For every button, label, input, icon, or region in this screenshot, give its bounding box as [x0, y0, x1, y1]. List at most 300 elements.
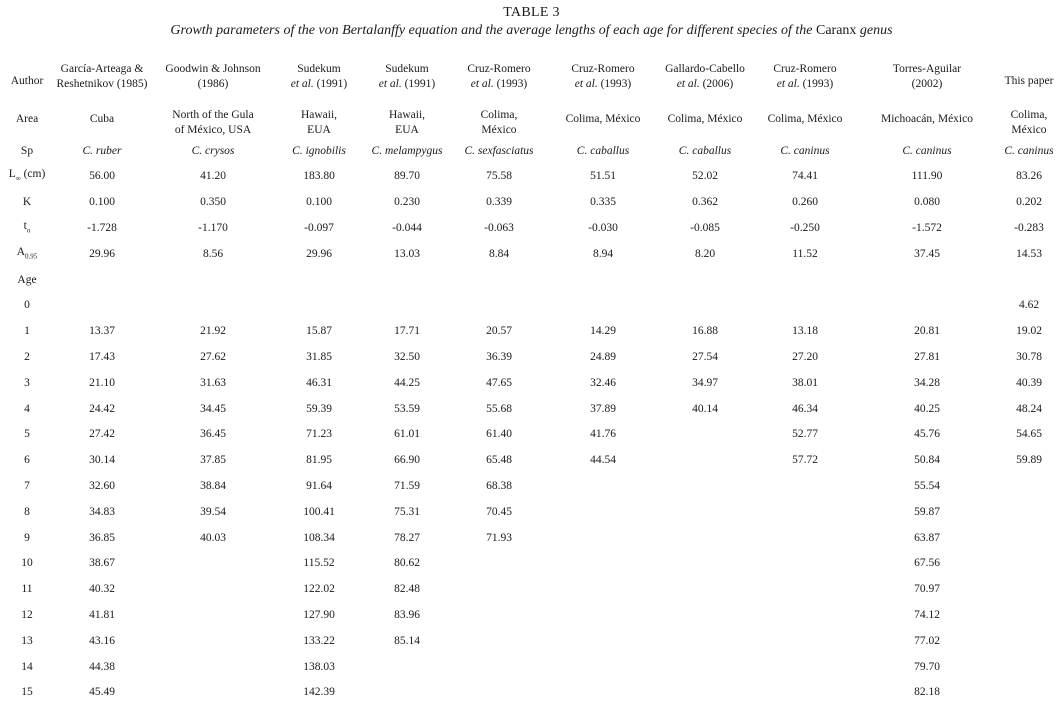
area-line1: Hawaii, — [388, 109, 426, 121]
author-year: (1991) — [401, 78, 436, 90]
length-cell — [272, 474, 366, 500]
length-cell — [448, 551, 550, 577]
age-row — [4, 293, 1060, 319]
length-value: 40.14 — [692, 402, 718, 415]
length-cell — [448, 628, 550, 654]
empty-cell — [448, 267, 550, 293]
length-value: 59.89 — [1016, 454, 1042, 467]
length-cell — [656, 422, 754, 448]
author-cell — [448, 62, 550, 100]
length-cell — [154, 448, 272, 474]
length-cell — [754, 319, 856, 345]
caption-genus: Caranx — [815, 23, 857, 38]
length-cell — [154, 319, 272, 345]
age-row — [4, 525, 1060, 551]
length-value: 4.62 — [1018, 299, 1040, 312]
author-cell — [366, 62, 448, 100]
linf-value: 41.20 — [200, 170, 226, 183]
age-row — [4, 345, 1060, 371]
length-value: 70.97 — [914, 583, 940, 596]
species-cell — [50, 138, 154, 164]
length-cell — [366, 680, 448, 706]
length-cell — [272, 370, 366, 396]
length-value: 19.02 — [1016, 325, 1042, 338]
length-value: 75.31 — [394, 505, 420, 518]
length-cell — [154, 499, 272, 525]
a095-cell — [550, 241, 656, 267]
k-cell — [154, 190, 272, 216]
length-cell — [656, 628, 754, 654]
t0-value: -1.728 — [87, 221, 117, 234]
a095-value: 8.20 — [694, 247, 716, 260]
length-value: 31.63 — [200, 376, 226, 389]
author-line1: Cruz-Romero — [571, 63, 635, 75]
author-year: (1993) — [493, 78, 528, 90]
age-value: 6 — [24, 454, 30, 467]
t0-cell — [656, 216, 754, 242]
length-cell — [50, 499, 154, 525]
k-cell — [856, 190, 998, 216]
k-value: 0.100 — [89, 196, 115, 209]
length-value: 40.32 — [89, 583, 115, 596]
length-cell — [856, 654, 998, 680]
length-cell — [50, 551, 154, 577]
length-cell — [998, 474, 1060, 500]
length-cell — [998, 345, 1060, 371]
length-value: 16.88 — [692, 325, 718, 338]
empty-cell — [50, 267, 154, 293]
length-cell — [272, 422, 366, 448]
age-value: 13 — [21, 634, 33, 647]
length-value: 38.67 — [89, 557, 115, 570]
a-label-main: A — [16, 245, 26, 258]
linf-label-main: L — [8, 168, 16, 181]
k-cell — [550, 190, 656, 216]
author-etal: et al. — [776, 78, 800, 90]
length-value: 71.59 — [394, 479, 420, 492]
length-cell — [448, 448, 550, 474]
species-cell — [154, 138, 272, 164]
length-value: 45.76 — [914, 428, 940, 441]
length-cell — [366, 293, 448, 319]
linf-value: 56.00 — [89, 170, 115, 183]
a095-cell — [754, 241, 856, 267]
length-value: 108.34 — [303, 531, 335, 544]
age-row — [4, 319, 1060, 345]
empty-cell — [656, 267, 754, 293]
age-row — [4, 370, 1060, 396]
length-value: 38.84 — [200, 479, 226, 492]
area-line2: EUA — [307, 124, 331, 136]
length-value: 71.23 — [306, 428, 332, 441]
length-cell — [448, 293, 550, 319]
length-value: 55.54 — [914, 479, 940, 492]
length-value: 39.54 — [200, 505, 226, 518]
length-value: 40.03 — [200, 531, 226, 544]
a095-value: 8.56 — [202, 247, 224, 260]
t0-cell — [448, 216, 550, 242]
length-value: 68.38 — [486, 479, 512, 492]
age-number — [4, 474, 50, 500]
linf-cell — [50, 164, 154, 190]
species-name: C. sexfasciatus — [464, 144, 534, 157]
a095-value: 8.84 — [488, 247, 510, 260]
linf-value: 83.26 — [1016, 170, 1042, 183]
author-cell — [272, 62, 366, 100]
length-cell — [998, 499, 1060, 525]
length-cell — [754, 293, 856, 319]
author-line1: Cruz-Romero — [773, 63, 837, 75]
length-value: 50.84 — [914, 454, 940, 467]
row-label-text: Area — [15, 112, 39, 125]
infinity-subscript: ∞ — [15, 174, 21, 183]
length-cell — [50, 525, 154, 551]
author-year: (1991) — [313, 78, 348, 90]
a095-cell — [856, 241, 998, 267]
length-value: 30.78 — [1016, 350, 1042, 363]
length-cell — [754, 654, 856, 680]
length-value: 91.64 — [306, 479, 332, 492]
length-value: 138.03 — [303, 660, 335, 673]
length-cell — [550, 396, 656, 422]
author-year: (1993) — [799, 78, 834, 90]
length-value: 17.71 — [394, 325, 420, 338]
author-line2: Reshetnikov (1985) — [56, 78, 148, 90]
length-cell — [50, 370, 154, 396]
age-value: 14 — [21, 660, 33, 673]
k-cell — [366, 190, 448, 216]
length-cell — [856, 525, 998, 551]
length-cell — [272, 603, 366, 629]
species-name: C. caballus — [576, 144, 630, 157]
length-value: 59.87 — [914, 505, 940, 518]
a095-value: 37.45 — [914, 247, 940, 260]
t0-cell — [754, 216, 856, 242]
length-value: 122.02 — [303, 583, 335, 596]
species-row — [4, 138, 1060, 164]
a095-value: 14.53 — [1016, 247, 1042, 260]
k-value: 0.080 — [914, 196, 940, 209]
length-value: 37.85 — [200, 454, 226, 467]
t0-value: -0.044 — [392, 221, 422, 234]
length-value: 20.57 — [486, 325, 512, 338]
age-number — [4, 499, 50, 525]
area-line2: México — [481, 124, 517, 136]
area-cell — [754, 100, 856, 138]
length-cell — [154, 345, 272, 371]
age-number — [4, 345, 50, 371]
age-row — [4, 499, 1060, 525]
length-cell — [754, 551, 856, 577]
length-value: 54.65 — [1016, 428, 1042, 441]
k-label: K — [22, 196, 32, 209]
linf-cell — [154, 164, 272, 190]
length-value: 27.62 — [200, 350, 226, 363]
length-cell — [50, 319, 154, 345]
t0-value: -0.097 — [304, 221, 334, 234]
row-label-age — [4, 267, 50, 293]
length-value: 71.93 — [486, 531, 512, 544]
length-cell — [272, 396, 366, 422]
k-cell — [998, 190, 1060, 216]
author-line1: Sudekum — [297, 63, 341, 75]
length-cell — [448, 370, 550, 396]
age-value: 5 — [24, 428, 30, 441]
linf-label-unit: (cm) — [20, 168, 46, 181]
t0-value: -0.250 — [790, 221, 820, 234]
length-cell — [656, 577, 754, 603]
a095-cell — [656, 241, 754, 267]
length-value: 43.16 — [89, 634, 115, 647]
length-value: 44.38 — [89, 660, 115, 673]
age-number — [4, 628, 50, 654]
length-value: 24.89 — [590, 350, 616, 363]
a095-row — [4, 241, 1060, 267]
length-cell — [856, 474, 998, 500]
caption-end: genus — [856, 23, 893, 38]
length-cell — [366, 551, 448, 577]
age-row — [4, 474, 1060, 500]
linf-value: 74.41 — [792, 170, 818, 183]
length-cell — [656, 293, 754, 319]
a095-value: 13.03 — [394, 247, 420, 260]
area-cell — [856, 100, 998, 138]
length-cell — [366, 499, 448, 525]
area-line2: EUA — [395, 124, 419, 136]
length-cell — [754, 680, 856, 706]
length-value: 53.59 — [394, 402, 420, 415]
age-row — [4, 654, 1060, 680]
length-cell — [550, 499, 656, 525]
length-value: 32.60 — [89, 479, 115, 492]
t0-value: -1.572 — [912, 221, 942, 234]
length-value: 24.42 — [89, 402, 115, 415]
length-value: 36.39 — [486, 350, 512, 363]
length-value: 77.02 — [914, 634, 940, 647]
age-value: 0 — [24, 299, 30, 312]
age-number — [4, 577, 50, 603]
length-cell — [550, 448, 656, 474]
length-cell — [154, 396, 272, 422]
age-row — [4, 551, 1060, 577]
caption-main: Growth parameters of the von Bertalanffy equation and the average lengths of each age for different species of the — [170, 23, 816, 38]
age-number — [4, 448, 50, 474]
length-cell — [754, 525, 856, 551]
area-line2: México — [1011, 124, 1047, 136]
length-value: 46.31 — [306, 376, 332, 389]
length-value: 79.70 — [914, 660, 940, 673]
length-cell — [998, 422, 1060, 448]
empty-cell — [154, 267, 272, 293]
species-cell — [754, 138, 856, 164]
length-cell — [550, 293, 656, 319]
k-row — [4, 190, 1060, 216]
empty-cell — [272, 267, 366, 293]
length-value: 34.83 — [89, 505, 115, 518]
length-cell — [154, 293, 272, 319]
length-cell — [154, 654, 272, 680]
t0-value: -0.030 — [588, 221, 618, 234]
length-value: 17.43 — [89, 350, 115, 363]
length-value: 27.20 — [792, 350, 818, 363]
row-label-author — [4, 62, 50, 100]
age-row — [4, 396, 1060, 422]
length-value: 66.90 — [394, 454, 420, 467]
length-cell — [856, 422, 998, 448]
author-cell — [656, 62, 754, 100]
author-line1: Sudekum — [385, 63, 429, 75]
table-caption — [0, 23, 1063, 39]
length-cell — [272, 628, 366, 654]
length-value: 36.45 — [200, 428, 226, 441]
length-cell — [50, 680, 154, 706]
length-cell — [856, 551, 998, 577]
length-value: 44.25 — [394, 376, 420, 389]
length-value: 142.39 — [303, 686, 335, 699]
linf-cell — [754, 164, 856, 190]
age-number — [4, 654, 50, 680]
length-cell — [856, 577, 998, 603]
linf-value: 51.51 — [590, 170, 616, 183]
row-label-text: Author — [10, 74, 44, 87]
a095-value: 29.96 — [306, 247, 332, 260]
length-cell — [754, 499, 856, 525]
length-cell — [366, 370, 448, 396]
length-cell — [550, 474, 656, 500]
author-line1: Goodwin & Johnson — [165, 63, 261, 75]
length-cell — [50, 577, 154, 603]
area-line1: Colima, México — [565, 112, 641, 125]
t0-row — [4, 216, 1060, 242]
row-label-text: Sp — [20, 144, 34, 157]
length-cell — [50, 654, 154, 680]
t0-value: -0.085 — [690, 221, 720, 234]
author-cell — [856, 62, 998, 100]
length-cell — [272, 499, 366, 525]
length-value: 34.97 — [692, 376, 718, 389]
length-value: 61.40 — [486, 428, 512, 441]
species-cell — [656, 138, 754, 164]
length-cell — [50, 345, 154, 371]
length-cell — [272, 345, 366, 371]
length-cell — [448, 396, 550, 422]
length-cell — [754, 448, 856, 474]
species-cell — [366, 138, 448, 164]
age-value: 11 — [21, 583, 33, 596]
length-cell — [448, 422, 550, 448]
length-cell — [366, 654, 448, 680]
empty-cell — [550, 267, 656, 293]
area-cell — [656, 100, 754, 138]
length-cell — [550, 654, 656, 680]
length-value: 21.92 — [200, 325, 226, 338]
author-line2: (1986) — [197, 78, 229, 90]
length-cell — [272, 319, 366, 345]
length-value: 21.10 — [89, 376, 115, 389]
length-cell — [154, 680, 272, 706]
length-cell — [998, 654, 1060, 680]
length-cell — [856, 499, 998, 525]
length-cell — [656, 345, 754, 371]
length-cell — [550, 577, 656, 603]
age-value: 2 — [24, 350, 30, 363]
area-cell — [550, 100, 656, 138]
age-value: 3 — [24, 376, 30, 389]
k-value: 0.339 — [486, 196, 512, 209]
length-cell — [50, 603, 154, 629]
length-cell — [856, 448, 998, 474]
k-cell — [448, 190, 550, 216]
length-value: 32.46 — [590, 376, 616, 389]
row-label-text: Age — [17, 273, 37, 286]
length-value: 61.01 — [394, 428, 420, 441]
row-label-a095 — [4, 241, 50, 267]
length-cell — [272, 654, 366, 680]
length-cell — [550, 422, 656, 448]
linf-value: 89.70 — [394, 170, 420, 183]
length-value: 67.56 — [914, 557, 940, 570]
length-cell — [550, 680, 656, 706]
length-cell — [154, 603, 272, 629]
age-value: 10 — [21, 557, 33, 570]
age-row — [4, 448, 1060, 474]
length-cell — [550, 551, 656, 577]
length-cell — [656, 654, 754, 680]
length-value: 31.85 — [306, 350, 332, 363]
area-line1: North of the Gula — [172, 109, 254, 121]
length-cell — [550, 603, 656, 629]
author-line1: García-Arteaga & — [60, 63, 144, 75]
species-name: C. crysos — [191, 144, 235, 157]
length-cell — [448, 474, 550, 500]
age-number — [4, 422, 50, 448]
length-cell — [448, 680, 550, 706]
k-value: 0.202 — [1016, 196, 1042, 209]
age-number — [4, 370, 50, 396]
age-number — [4, 319, 50, 345]
length-cell — [448, 345, 550, 371]
a095-cell — [998, 241, 1060, 267]
k-cell — [754, 190, 856, 216]
length-cell — [998, 293, 1060, 319]
length-value: 40.25 — [914, 402, 940, 415]
length-value: 57.72 — [792, 454, 818, 467]
linf-cell — [366, 164, 448, 190]
length-cell — [154, 577, 272, 603]
length-cell — [856, 396, 998, 422]
length-cell — [856, 370, 998, 396]
length-value: 100.41 — [303, 505, 335, 518]
length-cell — [656, 499, 754, 525]
author-cell — [998, 62, 1060, 100]
length-value: 46.34 — [792, 402, 818, 415]
row-label-k — [4, 190, 50, 216]
author-cell — [154, 62, 272, 100]
length-cell — [272, 525, 366, 551]
author-row — [4, 62, 1060, 100]
age-value: 9 — [24, 531, 30, 544]
length-value: 82.18 — [914, 686, 940, 699]
length-cell — [154, 370, 272, 396]
t0-cell — [366, 216, 448, 242]
length-cell — [366, 474, 448, 500]
length-value: 34.45 — [200, 402, 226, 415]
area-cell — [50, 100, 154, 138]
linf-cell — [272, 164, 366, 190]
table-number: TABLE 3 — [503, 5, 560, 20]
author-etal: et al. — [378, 78, 402, 90]
length-cell — [448, 525, 550, 551]
